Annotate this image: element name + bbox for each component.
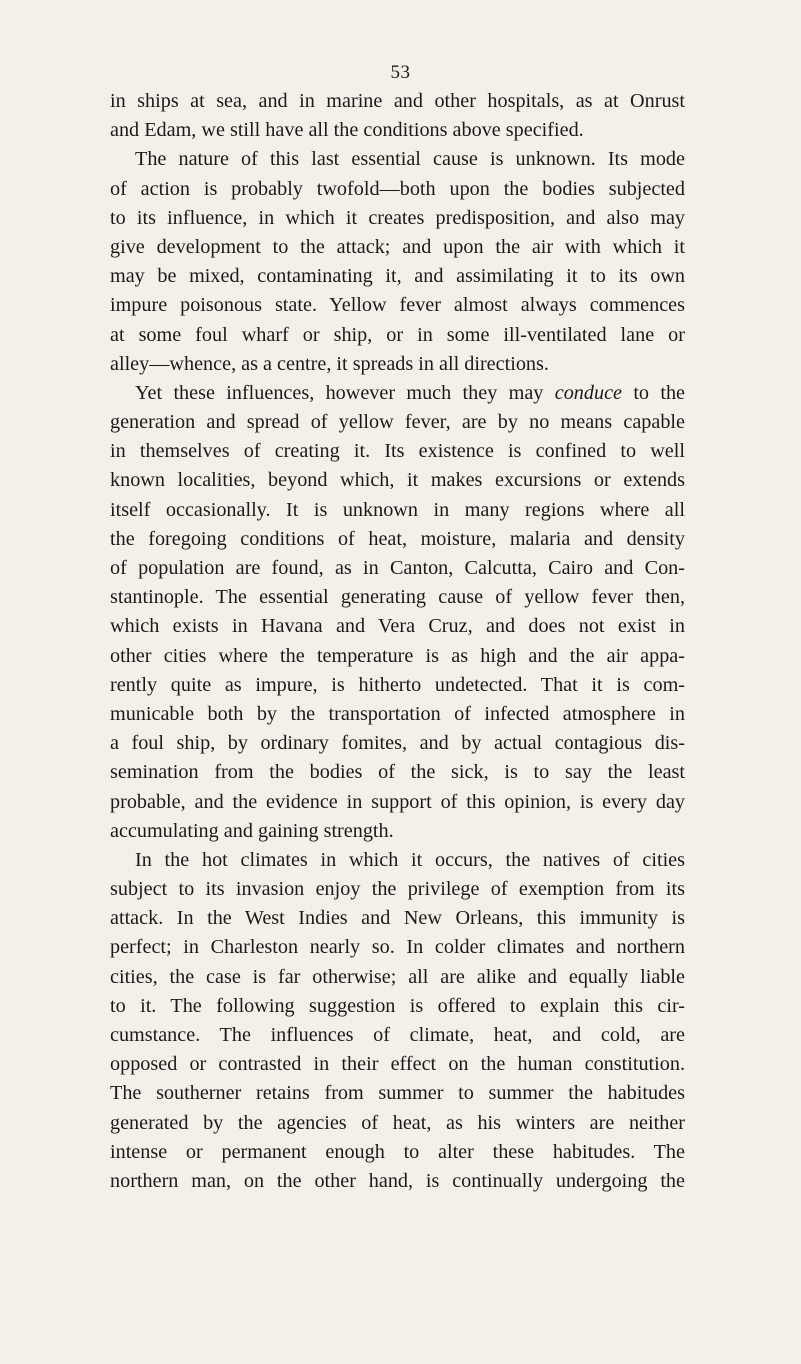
text-line: subject to its invasion enjoy the privilege of exemption from its [110, 878, 685, 901]
text-segment: Yet these influences, however much they may [135, 381, 544, 404]
text-line: municable both by the transportation of infected atmosphere in [110, 702, 685, 725]
text-line: known localities, beyond which, it makes excursions or extends [110, 469, 685, 492]
text-line: generated by the agencies of heat, as his winters are neither [110, 1111, 685, 1134]
text-line: in ships at sea, and in marine and other hospitals, as at Onrust [110, 90, 685, 112]
text-line: In the hot climates in which it occurs, the natives of cities [135, 848, 685, 871]
text-line: cumstance. The influences of climate, heat, and cold, are [110, 1024, 685, 1046]
text-segment: to the [622, 381, 685, 404]
text-line: probable, and the evidence in support of this opinion, is every day [110, 790, 685, 813]
page-number: 53 [390, 62, 411, 83]
text-line: of action is probably twofold—both upon the bodies subjected [110, 177, 685, 200]
text-line: alley—whence, as a centre, it spreads in all directions. [110, 352, 549, 375]
text-line: give development to the attack; and upon the air with which it [110, 235, 685, 258]
text-line: a foul ship, by ordinary fomites, and by actual contagious dis- [110, 732, 685, 755]
text-line: of population are found, as in Canton, Calcutta, Cairo and Con- [110, 557, 685, 579]
text-line: itself occasionally. It is unknown in many regions where all [110, 498, 685, 521]
body-text [110, 87, 685, 1196]
text-line: The nature of this last essential cause is unknown. Its mode [135, 148, 685, 171]
italic-word: conduce [554, 381, 622, 404]
text-line: and Edam, we still have all the conditions above specified. [110, 119, 584, 142]
text-line: impure poisonous state. Yellow fever almost always commences [110, 294, 685, 317]
text-line: opposed or contrasted in their effect on the human constitution. [110, 1053, 685, 1076]
text-line: to its influence, in which it creates predisposition, and also may [110, 206, 685, 229]
text-line: accumulating and gaining strength. [110, 819, 394, 842]
text-line: which exists in Havana and Vera Cruz, and does not exist in [110, 615, 685, 638]
text-line [110, 379, 685, 408]
text-line: intense or permanent enough to alter these habitudes. The [110, 1140, 685, 1163]
text-line: perfect; in Charleston nearly so. In colder climates and northern [110, 936, 685, 959]
text-line: generation and spread of yellow fever, are by no means capable [110, 411, 685, 434]
text-line: northern man, on the other hand, is continually undergoing the [110, 1169, 685, 1192]
text-line: at some foul wharf or ship, or in some ill-ventilated lane or [110, 323, 685, 346]
text-line: attack. In the West Indies and New Orleans, this immunity is [110, 907, 685, 930]
text-line: other cities where the temperature is as high and the air appa- [110, 644, 685, 667]
text-line: semination from the bodies of the sick, is to say the least [110, 761, 685, 784]
text-line: in themselves of creating it. Its existence is confined to well [110, 440, 685, 463]
text-line: may be mixed, contaminating it, and assimilating it to its own [110, 265, 685, 288]
text-line: the foregoing conditions of heat, moisture, malaria and density [110, 527, 685, 550]
text-line: stantinople. The essential generating cause of yellow fever then, [110, 586, 685, 609]
text-line: rently quite as impure, is hitherto undetected. That it is com- [110, 673, 685, 696]
text-line: cities, the case is far otherwise; all are alike and equally liable [110, 965, 685, 988]
text-line: to it. The following suggestion is offered to explain this cir- [110, 994, 685, 1017]
text-line: The southerner retains from summer to summer the habitudes [110, 1082, 685, 1105]
